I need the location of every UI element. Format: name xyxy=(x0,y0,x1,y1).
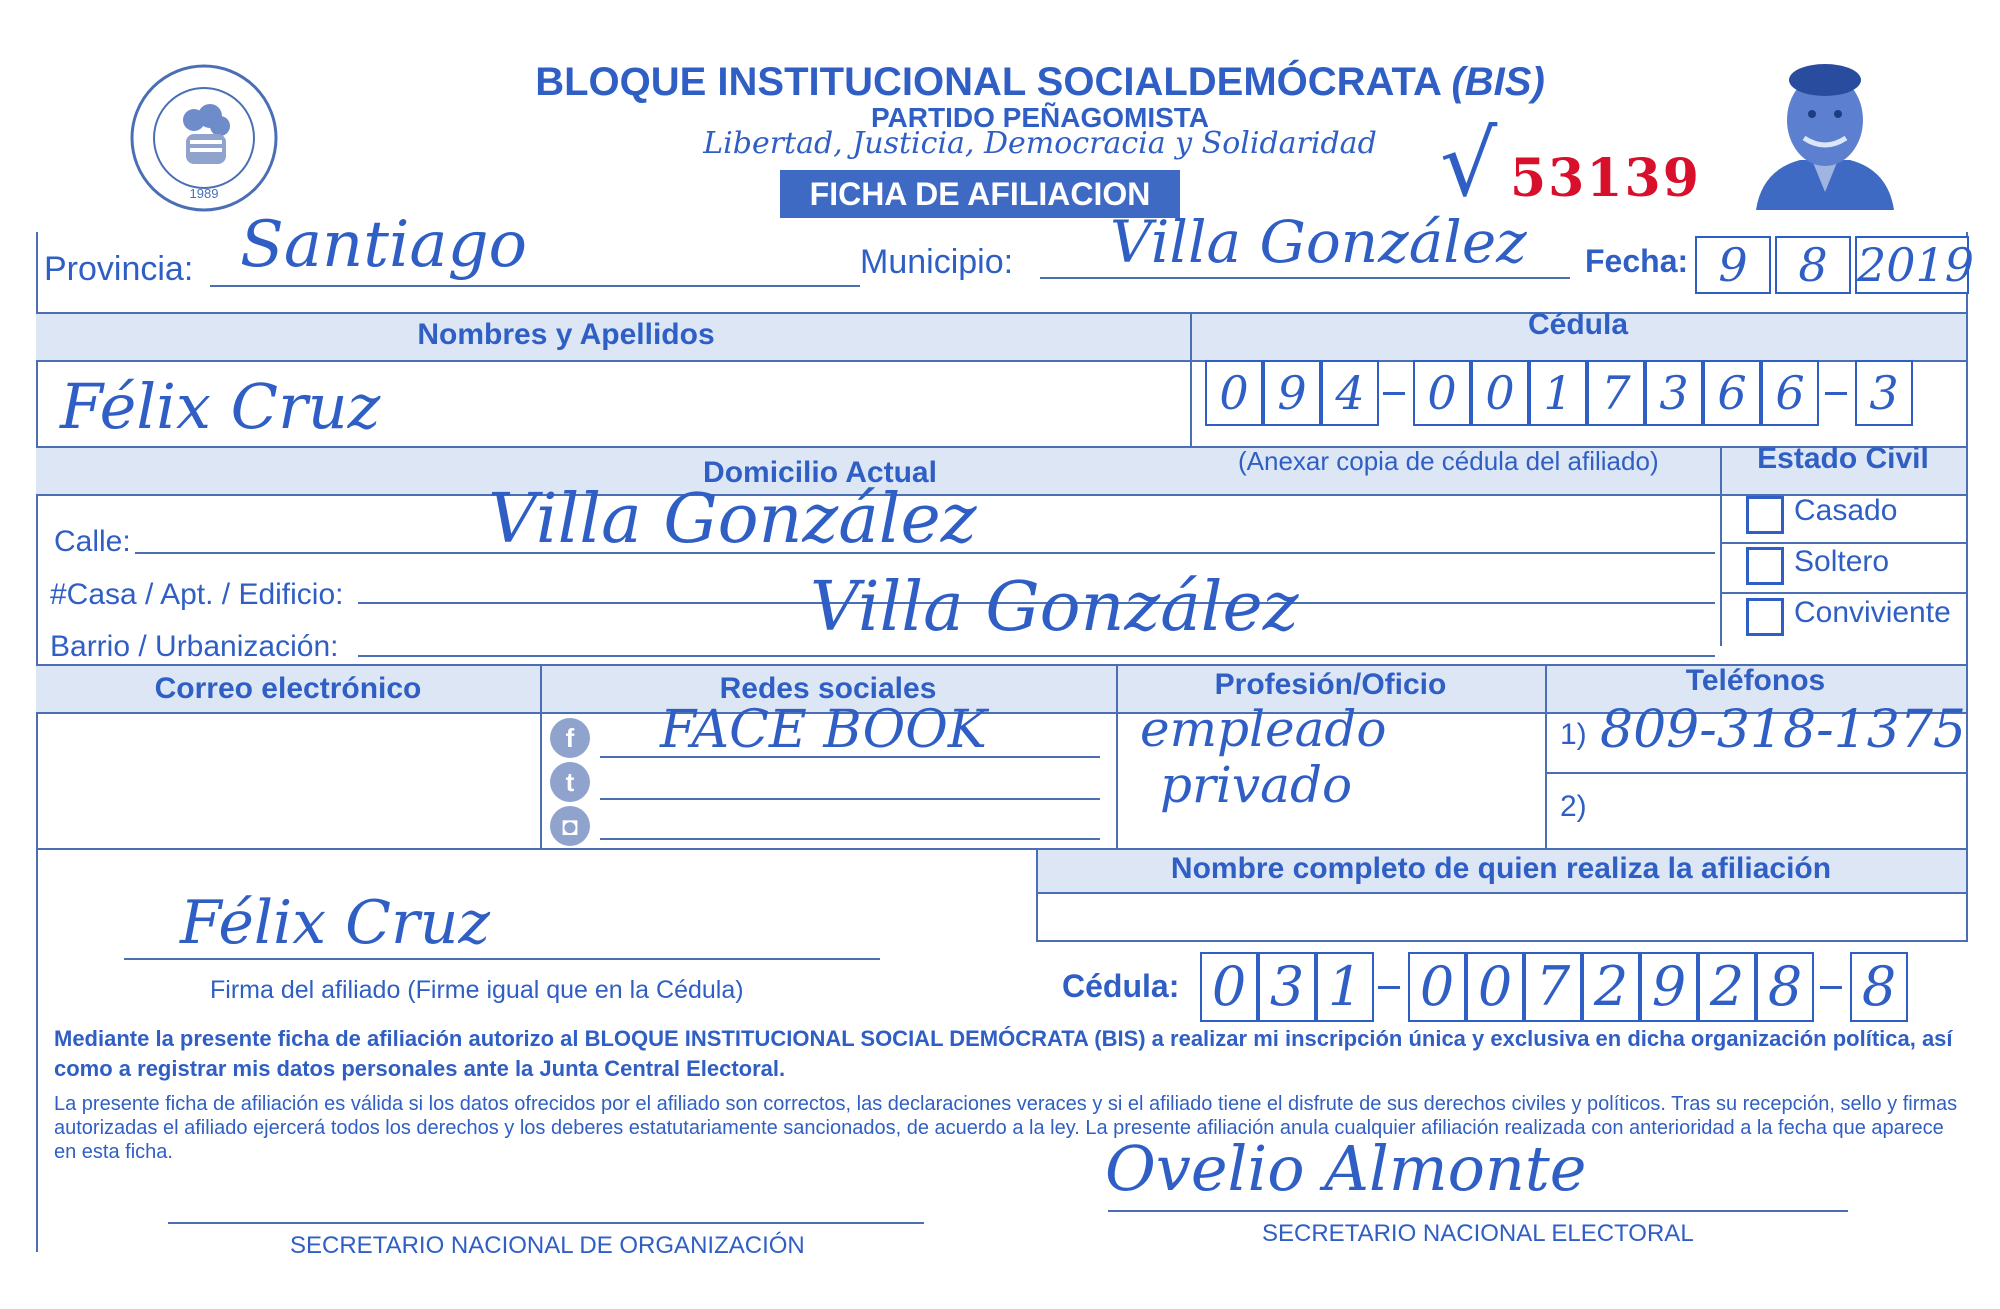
cedula-digit: 0 xyxy=(1485,366,1515,420)
casa-label: #Casa / Apt. / Edificio: xyxy=(50,578,344,611)
soltero-label: Soltero xyxy=(1794,545,1890,578)
provincia-label: Provincia: xyxy=(44,250,194,288)
profession-value-2[interactable]: privado xyxy=(1160,756,1353,814)
cedula-digit: 3 xyxy=(1869,366,1899,420)
cedula-digit: 6 xyxy=(1717,366,1747,420)
municipio-label: Municipio: xyxy=(860,243,1014,281)
civil-option-conviviente[interactable] xyxy=(1746,596,1961,636)
civil-option-soltero[interactable] xyxy=(1746,545,1961,585)
cedula-digit: 7 xyxy=(1601,366,1631,420)
footer-left-caption: SECRETARIO NACIONAL DE ORGANIZACIÓN xyxy=(290,1232,805,1259)
cedula-digits[interactable] xyxy=(1205,360,1965,426)
fecha-box-year[interactable] xyxy=(1855,236,1975,294)
org-title-abbr: (BIS) xyxy=(1451,60,1545,104)
affiliator-cedula-digit: 8 xyxy=(1767,955,1803,1018)
affiliator-header: Nombre completo de quien realiza la afiliación xyxy=(1170,852,1832,885)
affiliator-cedula-digit: 0 xyxy=(1419,955,1455,1018)
cedula-digit: 9 xyxy=(1277,366,1307,420)
serial-number: 53139 xyxy=(1510,148,1701,209)
profession-header: Profesión/Oficio xyxy=(1214,668,1447,701)
affiliator-cedula-digit: 3 xyxy=(1269,955,1305,1018)
cedula-digit: 1 xyxy=(1543,366,1573,420)
affiliator-cedula-digit: 2 xyxy=(1709,955,1745,1018)
org-title-main: BLOQUE INSTITUCIONAL SOCIALDEMÓCRATA xyxy=(535,60,1441,104)
email-field[interactable] xyxy=(38,714,538,844)
affiliator-cedula-digit: 8 xyxy=(1861,955,1897,1018)
fecha-year: 2019 xyxy=(1857,238,1975,292)
cedula-digit: 3 xyxy=(1659,366,1689,420)
conviviente-checkbox[interactable] xyxy=(1746,598,1784,636)
affiliator-cedula-digit: 0 xyxy=(1477,955,1513,1018)
cedula-digit: 0 xyxy=(1219,366,1249,420)
cedula-digit: 4 xyxy=(1335,366,1365,420)
affiliator-cedula-digit: 9 xyxy=(1651,955,1687,1018)
affiliator-cedula-label: Cédula: xyxy=(1062,968,1180,1004)
party-seal xyxy=(128,62,280,214)
org-title xyxy=(520,60,1560,105)
fecha-box-month[interactable] xyxy=(1775,236,1851,294)
conviviente-label: Conviviente xyxy=(1794,596,1951,629)
social-value[interactable]: FACE BOOK xyxy=(660,700,987,760)
seal-year: 1989 xyxy=(189,186,219,201)
phone-1-label: 1) xyxy=(1560,718,1587,751)
name-value[interactable]: Félix Cruz xyxy=(60,370,381,443)
affiliator-cedula-digits[interactable] xyxy=(1200,952,1970,1022)
motto: Libertad, Justicia, Democracia y Solidaridad xyxy=(703,126,1377,161)
affiliator-cedula-digit: 1 xyxy=(1327,955,1363,1018)
calle-value[interactable]: Villa González xyxy=(488,480,977,559)
soltero-checkbox[interactable] xyxy=(1746,547,1784,585)
affiliator-cedula-digit: 7 xyxy=(1535,955,1571,1018)
leader-photo xyxy=(1750,52,1900,210)
form-title: FICHA DE AFILIACION xyxy=(780,170,1180,218)
legal-small-text: La presente ficha de afiliación es válida si los datos ofrecidos por el afiliado son correctos, las declaraciones veraces y si el afiliado tiene el disfrute de sus derechos civiles y políticos. Tras su recepción, sello y firmas autorizadas el afiliado ejercerá todos los derechos y los deberes estatutariamente sancionados, de acuerdo a la ley. La presente afiliación anula cualquier afiliación realizada con anterioridad a la fecha que aparece en esta ficha. xyxy=(54,1093,1958,1163)
barrio-value[interactable]: Villa González xyxy=(810,568,1299,647)
party-name: PARTIDO PEÑAGOMISTA xyxy=(870,102,1210,133)
cedula-header: Cédula xyxy=(1527,308,1629,341)
affiliator-cedula-digit: 2 xyxy=(1593,955,1629,1018)
names-header: Nombres y Apellidos xyxy=(417,318,715,351)
cedula-digit: 6 xyxy=(1775,366,1805,420)
municipio-value[interactable]: Villa González xyxy=(1110,208,1527,276)
footer-right-caption: SECRETARIO NACIONAL ELECTORAL xyxy=(1262,1220,1694,1247)
cedula-note: (Anexar copia de cédula del afiliado) xyxy=(1238,446,1659,476)
affiliator-cedula-digit: 0 xyxy=(1211,955,1247,1018)
civil-status-header: Estado Civil xyxy=(1757,442,1929,475)
affiliate-signature[interactable]: Félix Cruz xyxy=(180,888,490,958)
cedula-digit: 0 xyxy=(1427,366,1457,420)
barrio-label: Barrio / Urbanización: xyxy=(50,630,339,663)
fecha-day: 9 xyxy=(1718,238,1748,292)
phone-1-value[interactable]: 809-318-1375 xyxy=(1600,700,1966,760)
affiliator-name-field[interactable] xyxy=(1040,894,1962,938)
fecha-month: 8 xyxy=(1798,238,1828,292)
social-header: Redes sociales xyxy=(719,672,937,705)
fecha-box-day[interactable] xyxy=(1695,236,1771,294)
phones-header: Teléfonos xyxy=(1685,664,1826,697)
twitter-icon: t xyxy=(550,762,590,802)
legal-bold-text: Mediante la presente ficha de afiliación autorizo al BLOQUE INSTITUCIONAL SOCIAL DEMÓCRATA (BIS) a realizar mi inscripción única y exclusiva en dicha organización política, así como a registrar mis datos personales ante la Junta Central Electoral. xyxy=(54,1026,1953,1081)
civil-option-casado[interactable] xyxy=(1746,494,1961,534)
casado-label: Casado xyxy=(1794,494,1898,527)
fecha-label: Fecha: xyxy=(1585,243,1689,279)
phone-2-label: 2) xyxy=(1560,790,1587,823)
calle-label: Calle: xyxy=(54,525,131,558)
instagram-icon: ◘ xyxy=(550,806,590,846)
provincia-value[interactable]: Santiago xyxy=(240,208,528,282)
footer-right-signature: Ovelio Almonte xyxy=(1105,1132,1587,1205)
address-header: Domicilio Actual xyxy=(703,456,937,489)
profession-value-1[interactable]: empleado xyxy=(1140,700,1387,758)
email-header: Correo electrónico xyxy=(154,672,422,705)
approval-checkmark: √ xyxy=(1440,112,1498,217)
casado-checkbox[interactable] xyxy=(1746,496,1784,534)
affiliate-signature-caption: Firma del afiliado (Firme igual que en la Cédula) xyxy=(210,976,744,1004)
facebook-icon: f xyxy=(550,718,590,758)
